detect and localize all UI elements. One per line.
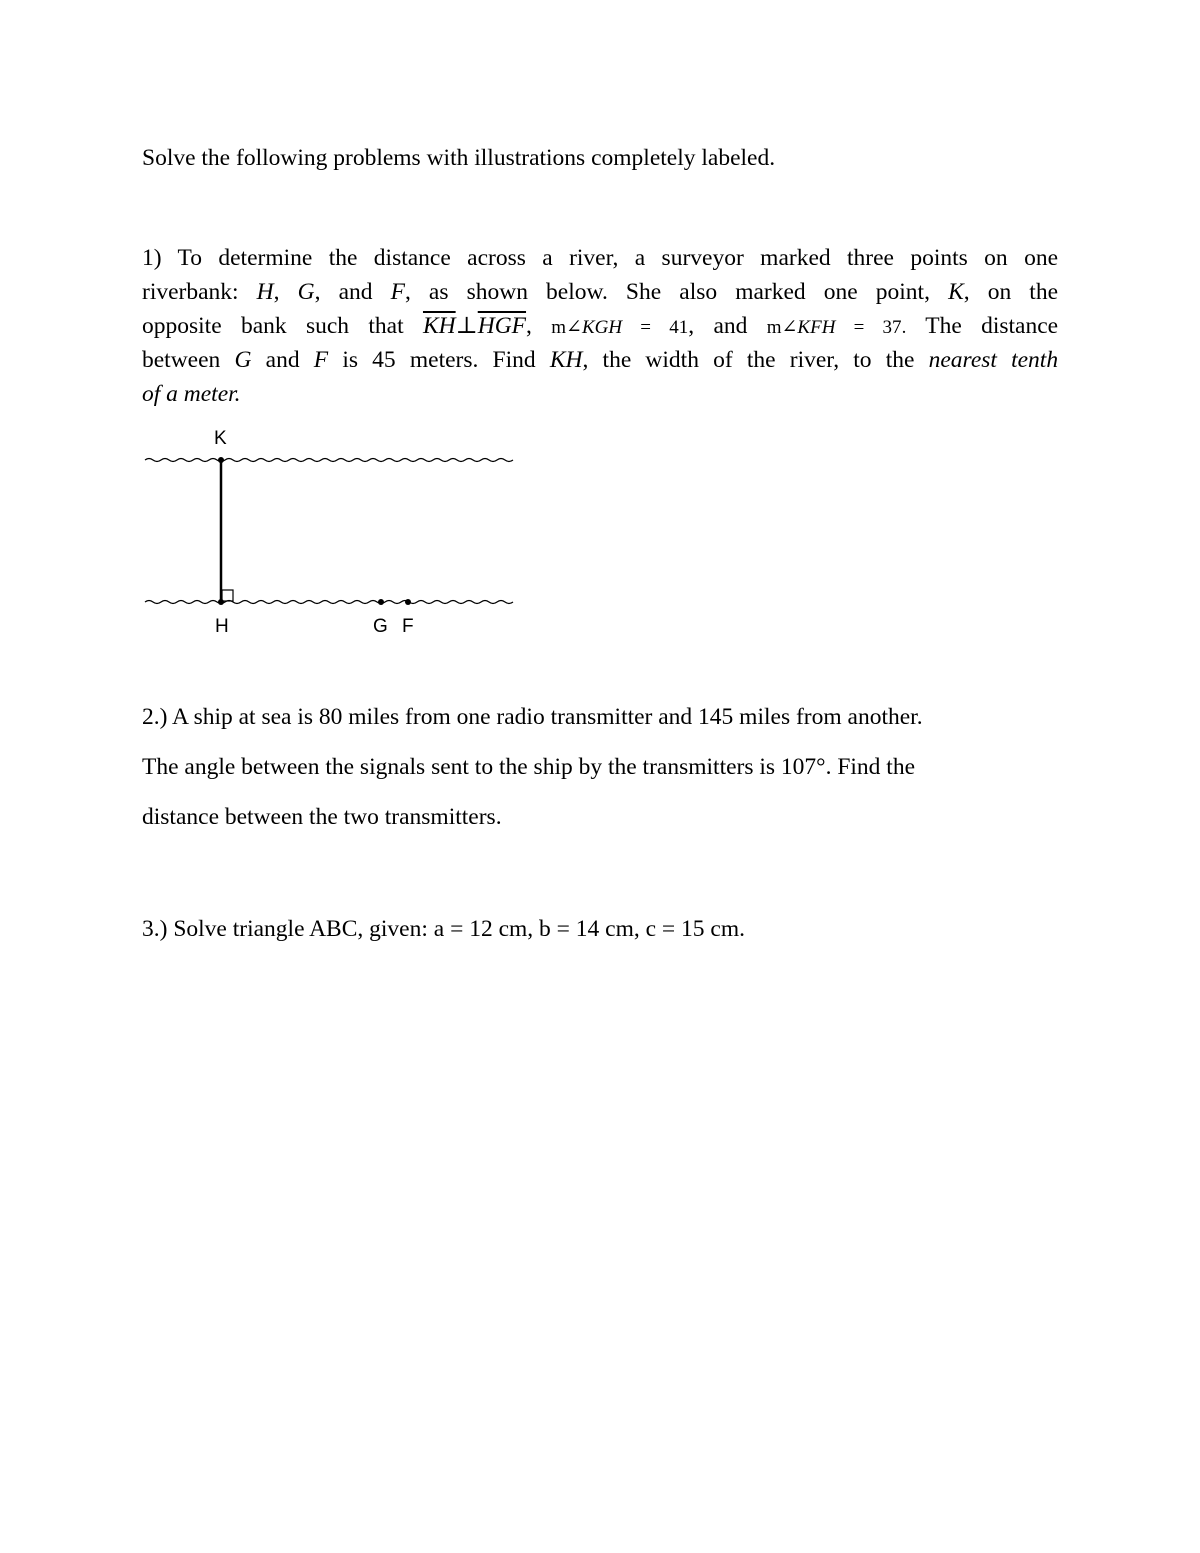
problem3-line1: 3.) Solve triangle ABC, given: a = 12 cm, b = 14 cm, c = 15 cm. bbox=[142, 916, 746, 942]
label-h: H bbox=[215, 616, 229, 637]
point-g bbox=[378, 599, 384, 605]
angle-kgh: m∠KGH = 41 bbox=[551, 317, 689, 338]
segment-kh: $\overline{KH}$ bbox=[422, 313, 456, 339]
problem1-line3: opposite bank such that $\overline{KH}\perp\overline{HGF}$, m∠KGH = 41, and m∠KFH = 37. The distance bbox=[142, 313, 1059, 339]
label-f: F bbox=[402, 616, 414, 637]
instructions: Solve the following problems with illustrations completely labeled. bbox=[142, 145, 776, 171]
near-riverbank bbox=[145, 601, 513, 604]
label-g: G bbox=[373, 616, 388, 637]
far-riverbank bbox=[145, 459, 513, 462]
problem1-line2: riverbank: H, G, and F, as shown below. She also marked one point, K, on the bbox=[142, 279, 1059, 305]
segment-hgf: $\overline{HGF}$ bbox=[477, 313, 527, 339]
problem2-line2: The angle between the signals sent to the ship by the transmitters is 107°. Find the bbox=[142, 754, 916, 780]
point-f bbox=[405, 599, 411, 605]
perpendicular-symbol: ⊥ bbox=[455, 313, 478, 339]
angle-kfh: m∠KFH = 37. bbox=[766, 317, 907, 338]
point-h bbox=[218, 599, 224, 605]
label-k: K bbox=[214, 428, 227, 449]
problem1-line5: of a meter. bbox=[142, 381, 241, 407]
point-k bbox=[218, 457, 224, 463]
problem1-line4: between G and F is 45 meters. Find KH, the width of the river, to the nearest tenth bbox=[142, 347, 1059, 373]
right-angle-marker bbox=[222, 590, 233, 601]
problem2-line3: distance between the two transmitters. bbox=[142, 804, 502, 830]
problem2-line1: 2.) A ship at sea is 80 miles from one radio transmitter and 145 miles from another. bbox=[142, 704, 923, 730]
problem1-line1: 1) To determine the distance across a river, a surveyor marked three points on one bbox=[142, 245, 1058, 271]
river-diagram bbox=[140, 420, 520, 640]
